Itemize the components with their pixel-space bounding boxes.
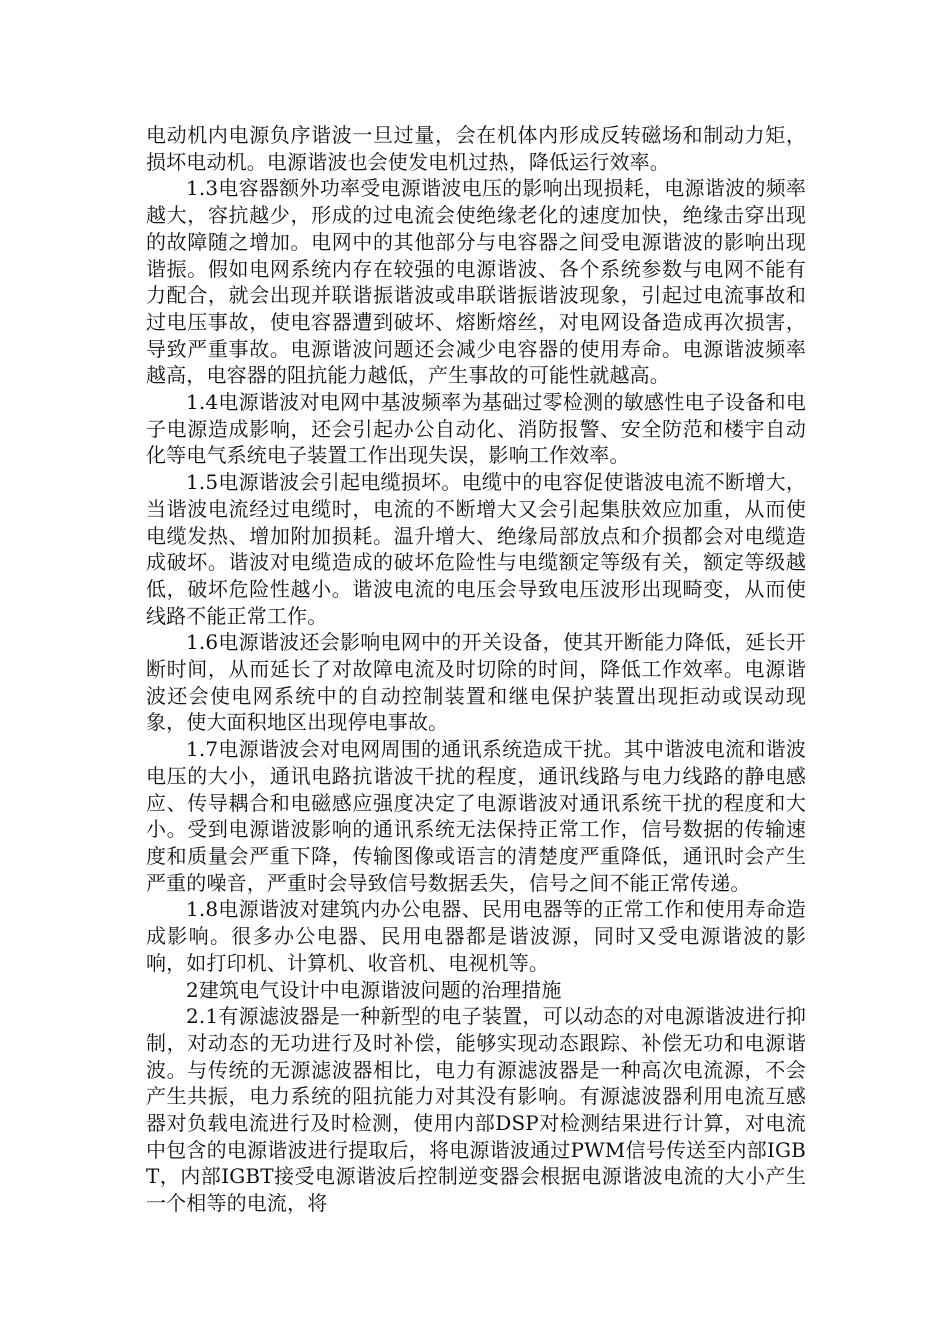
paragraph-1-7-communication: 1.7电源谐波会对电网周围的通讯系统造成干扰。其中谐波电流和谐波电压的大小，通讯电路抗谐波干扰的程度，通讯线路与电力线路的静电感应、传导耦合和电磁感应强度决定了电源谐波对通讯系统干扰的程度和大小。受到电源谐波影响的通讯系统无法保持正常工作，信号数据的传输速度和质量会严重下降，传输图像或语言的清楚度严重降低，通讯时会产生严重的噪音，严重时会导致信号数据丢失，信号之间不能正常传递。	[146, 737, 806, 895]
document-body	[146, 122, 806, 1217]
paragraph-1-8-appliances: 1.8电源谐波对建筑内办公电器、民用电器等的正常工作和使用寿命造成影响。很多办公电器、民用电器都是谐波源，同时又受电源谐波的影响，如打印机、计算机、收音机、电视机等。	[146, 897, 806, 975]
paragraph-1-6-switch-equipment: 1.6电源谐波还会影响电网中的开关设备，使其开断能力降低，延长开断时间，从而延长了对故障电流及时切除的时间，降低工作效率。电源谐波还会使电网系统中的自动控制装置和继电保护装置出现拒动或误动现象，使大面积地区出现停电事故。	[146, 630, 806, 735]
paragraph-1-5-cable-damage: 1.5电源谐波会引起电缆损坏。电缆中的电容促使谐波电流不断增大，当谐波电流经过电缆时，电流的不断增大又会引起集肤效应加重，从而使电缆发热、增加附加损耗。温升增大、绝缘局部放点和介损都会对电缆造成破坏。谐波对电缆造成的破坏危险性与电缆额定等级有关，额定等级越低，破坏危险性越小。谐波电流的电压会导致电压波形出现畸变，从而使线路不能正常工作。	[146, 470, 806, 628]
paragraph-1-3-capacitor: 1.3电容器额外功率受电源谐波电压的影响出现损耗，电源谐波的频率越大，容抗越少，形成的过电流会使绝缘老化的速度加快，绝缘击穿出现的故障随之增加。电网中的其他部分与电容器之间受电源谐波的影响出现谐振。假如电网系统内存在较强的电源谐波、各个系统参数与电网不能有力配合，就会出现并联谐振谐波或串联谐振谐波现象，引起过电流事故和过电压事故，使电容器遭到破坏、熔断熔丝，对电网设备造成再次损害，导致严重事故。电源谐波问题还会减少电容器的使用寿命。电源谐波频率越高，电容器的阻抗能力越低，产生事故的可能性就越高。	[146, 176, 806, 388]
paragraph-1-4-sensitive-devices: 1.4电源谐波对电网中基波频率为基础过零检测的敏感性电子设备和电子电源造成影响，还会引起办公自动化、消防报警、安全防范和楼宇自动化等电气系统电子装置工作出现失误，影响工作效率。	[146, 390, 806, 468]
paragraph-2-1-active-filter: 2.1有源滤波器是一种新型的电子装置，可以动态的对电源谐波进行抑制，对动态的无功进行及时补偿，能够实现动态跟踪、补偿无功和电源谐波。与传统的无源滤波器相比，电力有源滤波器是一种高次电流源，不会产生共振，电力系统的阻抗能力对其没有影响。有源滤波器利用电流互感器对负载电流进行及时检测，使用内部DSP对检测结果进行计算，对电流中包含的电源谐波进行提取后，将电源谐波通过PWM信号传送至内部IGBT，内部IGBT接受电源谐波后控制逆变器会根据电源谐波电流的大小产生一个相等的电流，将	[146, 1004, 806, 1216]
paragraph-continuation: 电动机内电源负序谐波一旦过量，会在机体内形成反转磁场和制动力矩，损坏电动机。电源谐波也会使发电机过热，降低运行效率。	[146, 123, 806, 174]
section-heading-2: 2建筑电气设计中电源谐波问题的治理措施	[186, 977, 562, 1002]
